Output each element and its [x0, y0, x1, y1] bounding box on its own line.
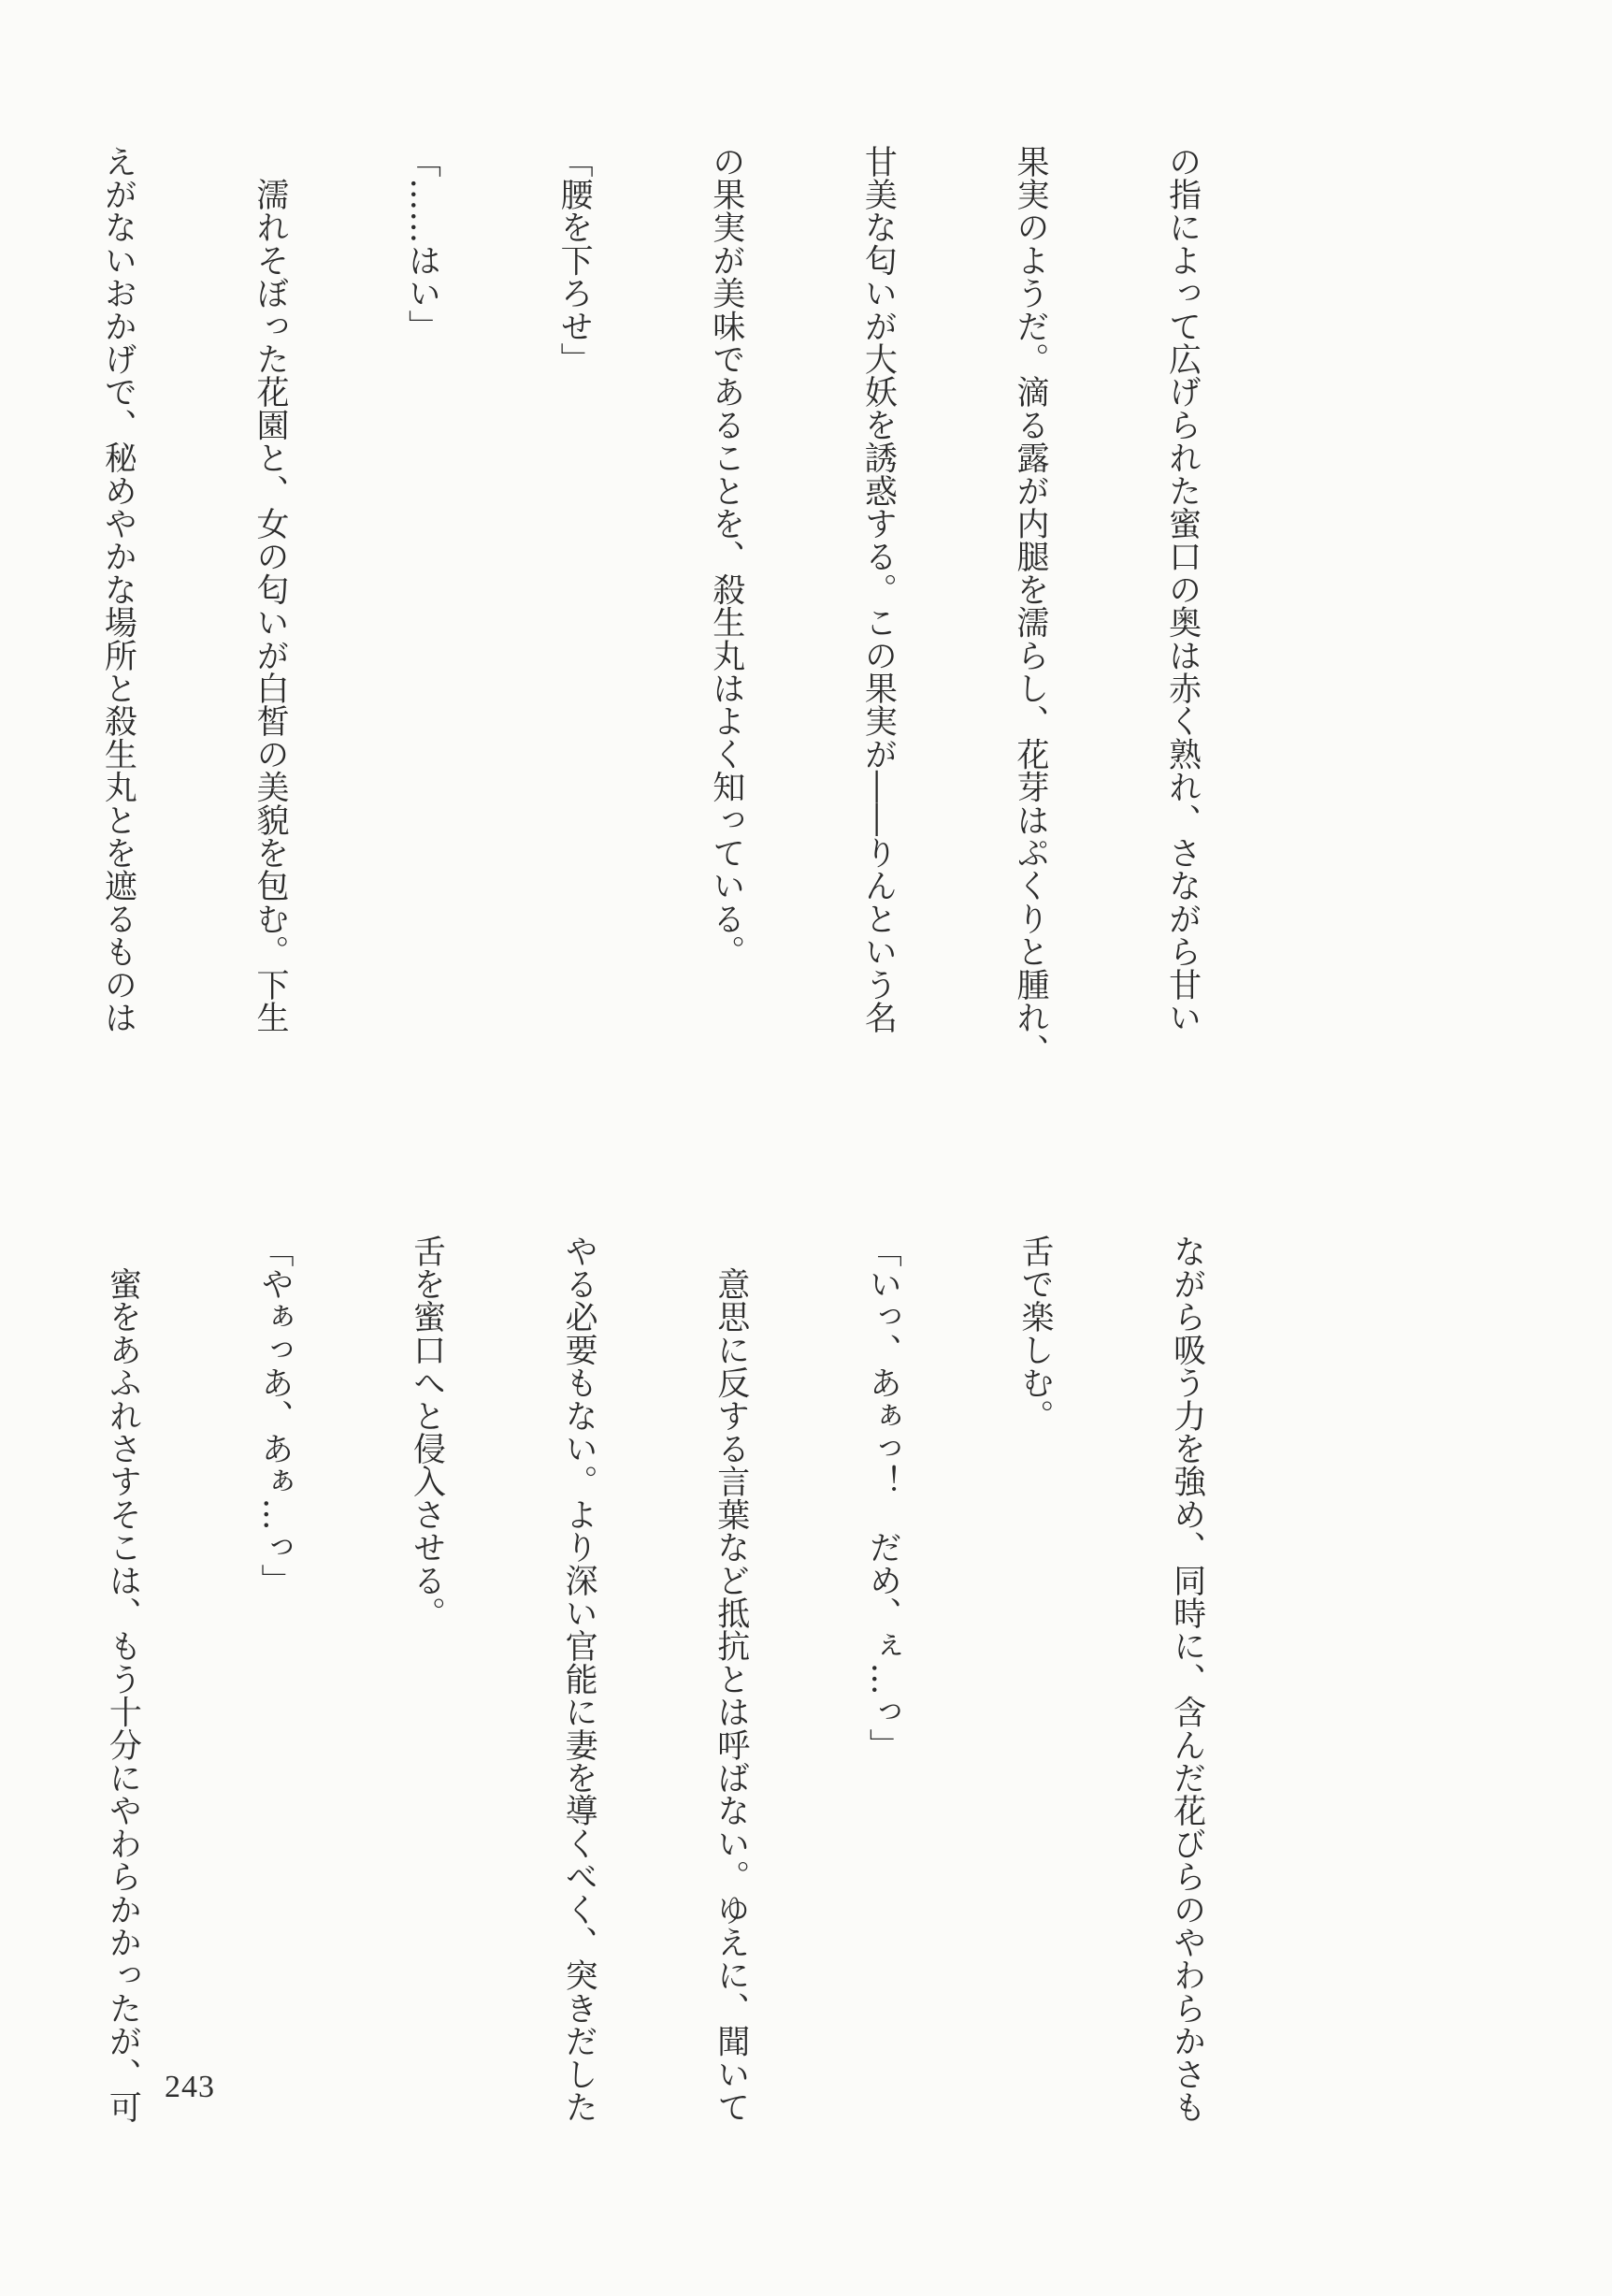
text-line: の指によって広げられた蜜口の奥は赤く熟れ、さながら甘い — [1163, 145, 1202, 1034]
upper-text-block — [99, 145, 1309, 1164]
text-line: 果実のようだ。滴る露が内腿を濡らし、花芽はぷくりと腫れ、 — [1011, 145, 1049, 1067]
text-line: やる必要もない。より深い官能に妻を導くべく、突きだした — [560, 1235, 598, 2124]
text-line: ながら吸う力を強め、同時に、含んだ花びらのやわらかさも — [1168, 1235, 1206, 2124]
text-line: 意思に反する言葉など抵抗とは呼ばない。ゆえに、聞いて — [712, 1235, 750, 2124]
text-line: 舌で楽しむ。 — [1015, 1235, 1054, 1433]
text-line: えがないおかげで、秘めやかな場所と殺生丸とを遮るものは — [99, 145, 137, 1034]
lower-text-block — [104, 1235, 1314, 2254]
text-line: 「いっ、あぁっ！ だめ、ぇ…っ」 — [864, 1235, 902, 1762]
text-line: の果実が美味であることを、殺生丸はよく知っている。 — [707, 145, 745, 968]
text-line: 「……はい」 — [403, 145, 441, 343]
text-line: 舌を蜜口へと侵入させる。 — [408, 1235, 446, 1630]
text-line: 甘美な匂いが大妖を誘惑する。この果実が――りんという名 — [859, 145, 898, 1034]
page-number: 243 — [165, 2070, 215, 2104]
text-line: 濡れそぼった花園と、女の匂いが白皙の美貌を包む。下生 — [251, 145, 289, 1034]
text-line: 蜜をあふれさすそこは、もう十分にやわらかかったが、可 — [104, 1235, 142, 2124]
text-line: 「やぁっあ、あぁ…っ」 — [255, 1235, 294, 1597]
text-line: 「腰を下ろせ」 — [555, 145, 594, 376]
